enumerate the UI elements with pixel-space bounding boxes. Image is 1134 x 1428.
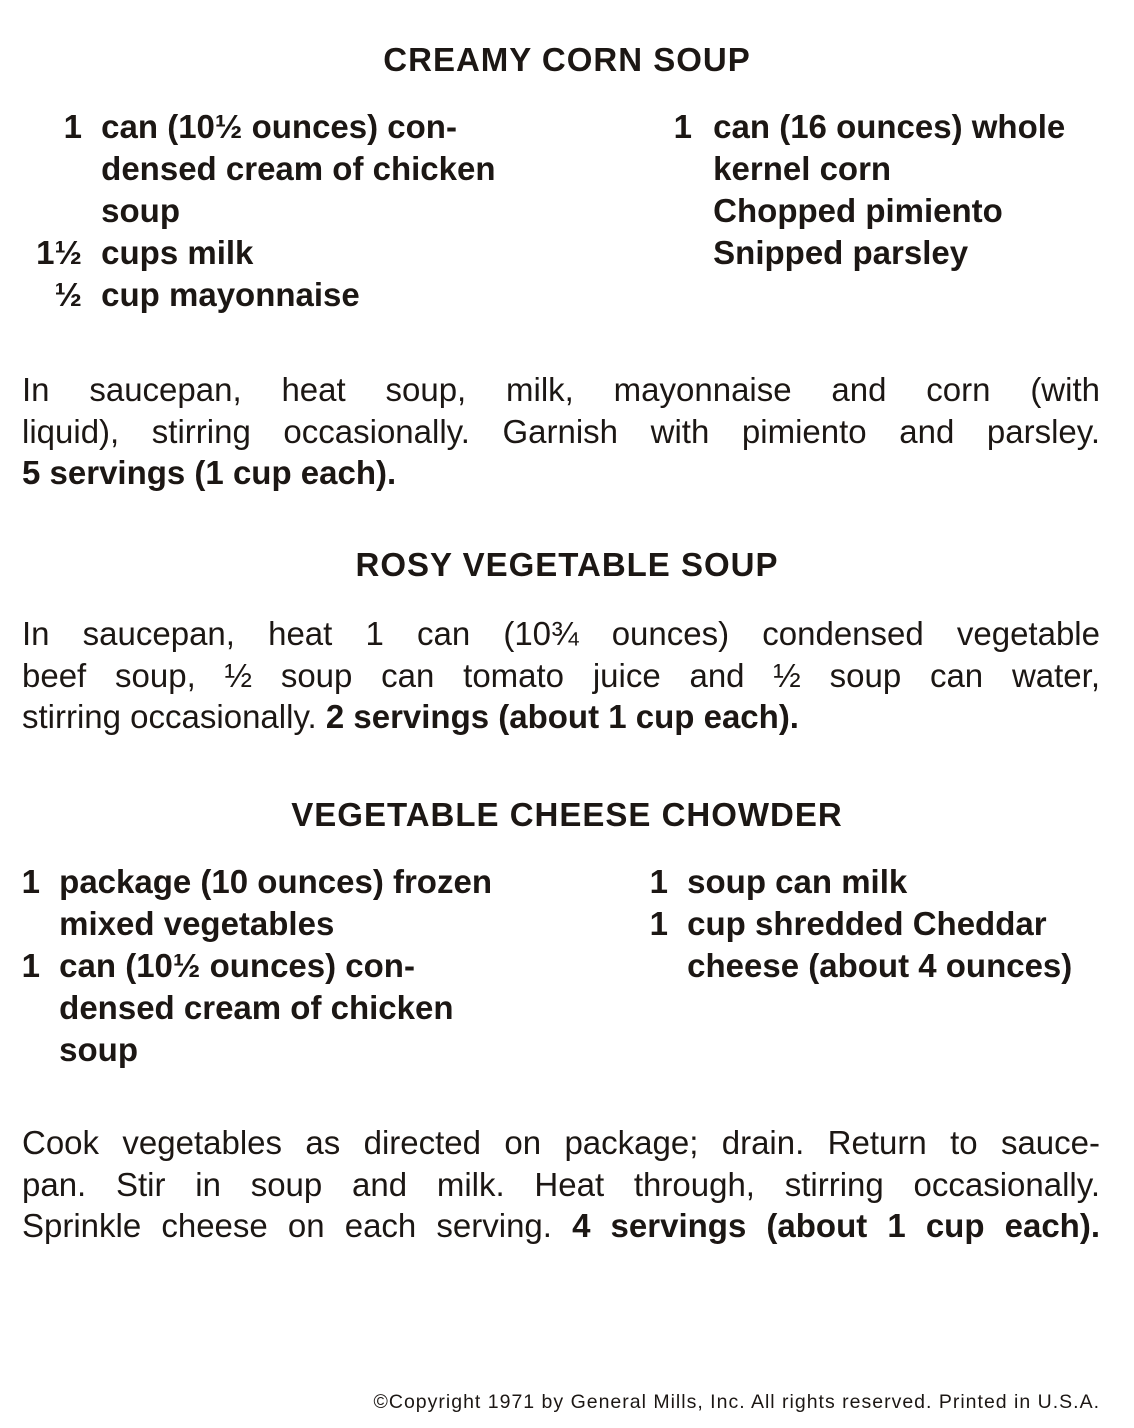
ingredient-line: can (10½ ounces) con- (59, 947, 415, 984)
ingredient-text (59, 861, 492, 945)
recipe-title-creamy-corn-soup: CREAMY CORN SOUP (383, 41, 751, 78)
ingredient-line: Snipped parsley (713, 234, 969, 271)
ingredient-item (20, 945, 492, 1071)
ingredient-line: Chopped pimiento (713, 192, 1003, 229)
copyright-footer: ©Copyright 1971 by General Mills, Inc. All rights reserved. Printed in U.S.A. (373, 1391, 1100, 1413)
ingredient-qty: 1 (21, 947, 40, 984)
ingredient-line: densed cream of chicken (59, 989, 454, 1026)
ingredient-list-left (20, 861, 492, 1071)
ingredient-line: cheese (about 4 ounces) (687, 947, 1073, 984)
ingredient-list-right (648, 861, 1072, 987)
servings-yield: 4 servings (about 1 cup each). (572, 1207, 1100, 1244)
recipe-directions (22, 1122, 1100, 1247)
ingredient-line: package (10 ounces) frozen (59, 863, 492, 900)
ingredient-line: can (16 ounces) whole (713, 108, 1066, 145)
ingredient-line: can (10½ ounces) con- (101, 108, 457, 145)
ingredient-item (20, 861, 492, 945)
ingredient-line: mixed vegetables (59, 905, 335, 942)
directions-line: liquid), stirring occasionally. Garnish with pimiento and parsley. (22, 412, 1100, 450)
recipe-title-rosy-vegetable-soup: ROSY VEGETABLE SOUP (355, 546, 779, 583)
ingredient-item (20, 232, 496, 274)
ingredient-qty: 1 (63, 108, 82, 145)
recipe-title-vegetable-cheese-chowder: VEGETABLE CHEESE CHOWDER (291, 796, 843, 833)
ingredient-line: soup can milk (687, 863, 908, 900)
directions-line (22, 696, 1100, 738)
directions-text: Sprinkle cheese on each serving. (22, 1207, 552, 1244)
directions-line: In saucepan, heat soup, milk, mayonnaise and corn (with (22, 371, 1100, 408)
ingredient-line: cup mayonnaise (101, 276, 360, 313)
ingredient-item (20, 106, 496, 232)
ingredient-list-right (672, 106, 1065, 274)
ingredient-item (648, 903, 1072, 987)
ingredient-qty: 1 (649, 905, 668, 942)
ingredient-qty: 1 (21, 863, 40, 900)
ingredient-line: cup shredded Cheddar (687, 905, 1047, 942)
servings-yield: 2 servings (about 1 cup each). (325, 698, 799, 735)
ingredient-qty: 1 (673, 108, 692, 145)
ingredient-text (101, 106, 495, 232)
directions-text: stirring occasionally. (22, 698, 317, 735)
recipe-directions (22, 369, 1100, 494)
ingredient-line: soup (59, 1031, 138, 1068)
ingredient-item (20, 274, 496, 316)
ingredient-item (672, 106, 1065, 190)
recipe-directions (22, 613, 1100, 738)
directions-line (22, 452, 1100, 494)
directions-line (22, 1205, 1100, 1247)
ingredient-qty: 1 (649, 863, 668, 900)
directions-line: Cook vegetables as directed on package; drain. Return to sauce- (22, 1124, 1100, 1161)
ingredient-item (672, 190, 1065, 232)
directions-line: beef soup, ½ soup can tomato juice and ½ soup can water, (22, 656, 1100, 694)
ingredient-line: cups milk (101, 234, 254, 271)
directions-line: In saucepan, heat 1 can (10¾ ounces) condensed vegetable (22, 615, 1100, 652)
ingredient-line: densed cream of chicken (101, 150, 496, 187)
ingredient-line: soup (101, 192, 180, 229)
servings-yield: 5 servings (1 cup each). (22, 454, 397, 491)
ingredient-text (713, 106, 1065, 190)
ingredient-line: kernel corn (713, 150, 892, 187)
ingredient-text (59, 945, 453, 1071)
ingredient-item (672, 232, 1065, 274)
ingredient-list-left (20, 106, 496, 316)
directions-line: pan. Stir in soup and milk. Heat through, stirring occasionally. (22, 1165, 1100, 1203)
ingredient-qty: ½ (54, 276, 82, 313)
ingredient-text (687, 903, 1072, 987)
ingredient-qty: 1½ (36, 234, 82, 271)
ingredient-item (648, 861, 1072, 903)
